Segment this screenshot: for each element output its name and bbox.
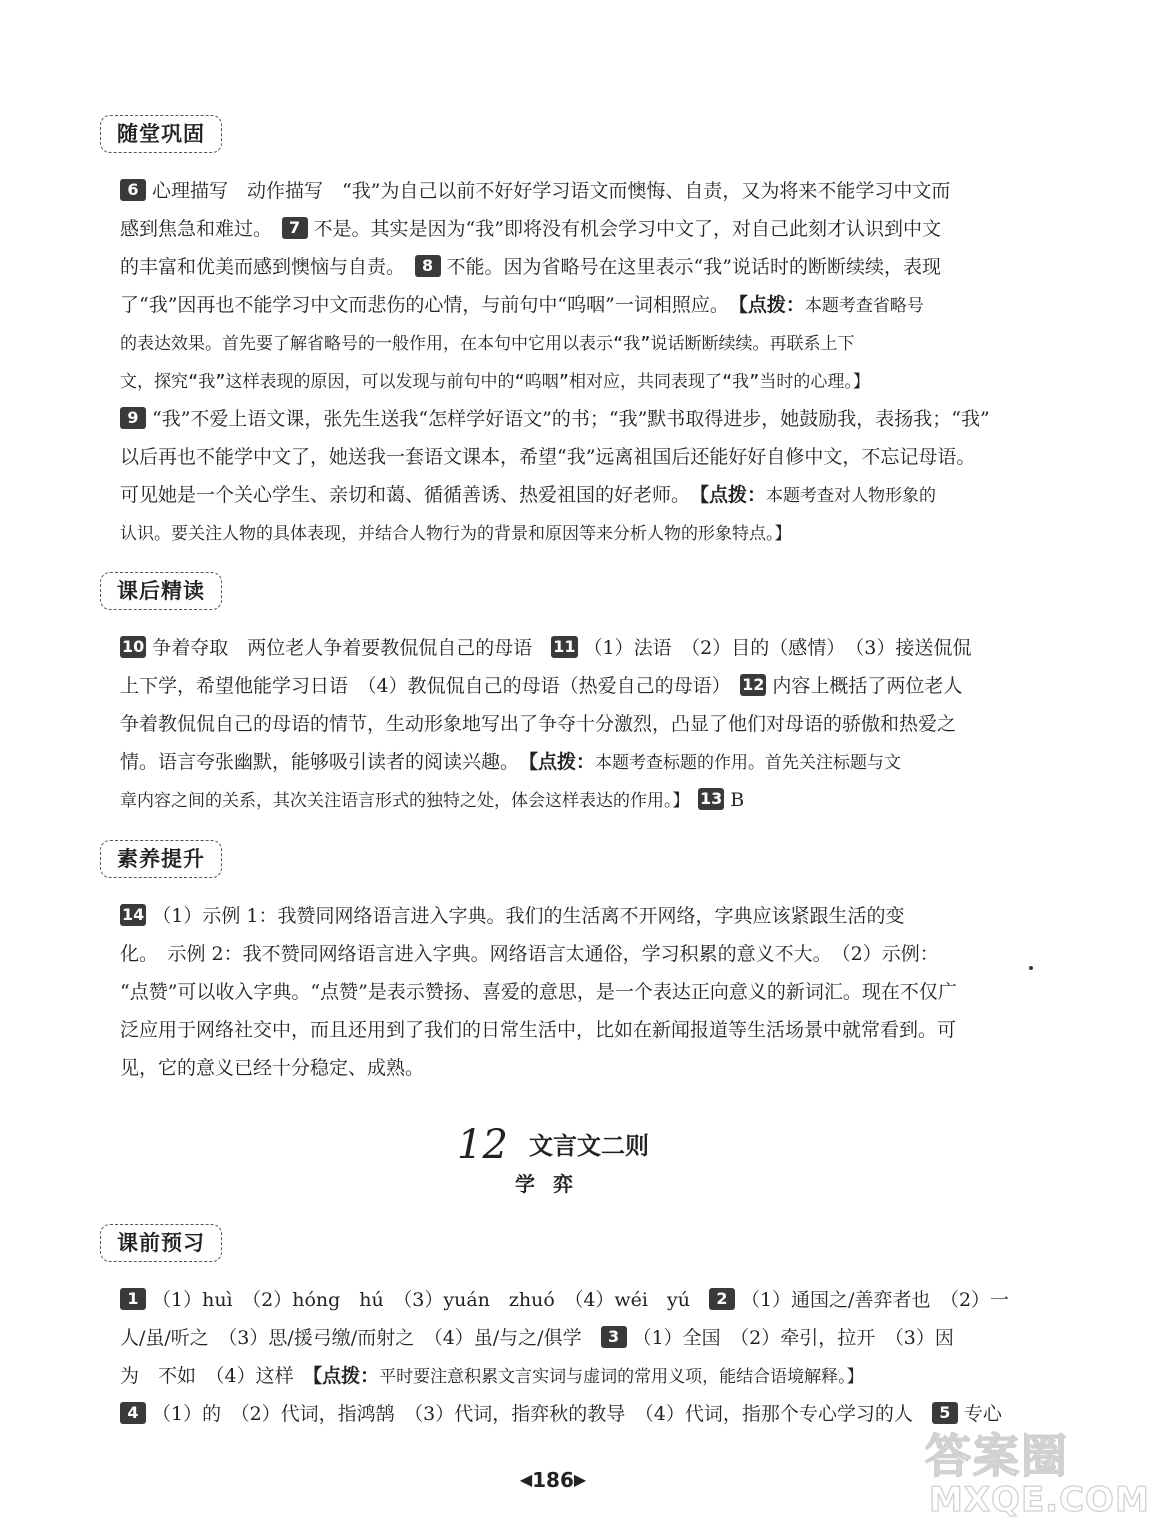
answer-block-close-reading: [120, 629, 1010, 819]
text-line: [120, 1357, 1010, 1395]
left-triangle-icon: ◀: [519, 1470, 533, 1489]
question-number-badge: 10: [122, 637, 145, 656]
lesson-number: 12: [457, 1122, 508, 1168]
hint-text: 章内容之间的关系，其次关注语言形式的独特之处，体会这样表达的作用。】: [120, 791, 698, 811]
answer-text: （1）法语 （2）目的（感情） （3）接送侃侃: [583, 637, 972, 659]
answer-text: 不是。其实是因为“我”即将没有机会学习中文了，对自己此刻才认识到中文: [313, 218, 941, 240]
text-line: [120, 1319, 1010, 1357]
lesson-subtitle: 学弈: [515, 1172, 591, 1196]
text-line: [120, 935, 1010, 973]
answer-text: 了“我”因再也不能学习中文而悲伤的心情，与前句中“呜咽”一词相照应。: [120, 294, 739, 316]
lesson-name: 文言文二则: [529, 1132, 649, 1160]
answer-text: （1）的 （2）代词，指鸿鹄 （3）代词，指弈秋的教导 （4）代词，指那个专心学习的人: [152, 1403, 932, 1425]
question-number-badge: 6: [120, 179, 146, 201]
answer-text: “我”不爱上语文课，张先生送我“怎样学好语文”的书；“我”默书取得进步，她鼓励我，表扬我；“我”: [152, 408, 990, 430]
text-line: [120, 973, 1010, 1011]
hint-label: 【点拨：: [528, 751, 596, 773]
text-line: [120, 1011, 1010, 1049]
stray-dot: [1029, 966, 1033, 970]
hint-text: 的表达效果。首先要了解省略号的一般作用，在本句中它用以表示“我”说话断断续续。再联系上下: [120, 334, 855, 354]
answer-text: （1）全国 （2）牵引，拉开 （3）因: [632, 1327, 954, 1349]
text-line: [120, 897, 1010, 935]
text-line: [120, 210, 1010, 248]
question-number-badge: 11: [553, 637, 576, 656]
hint-label: 【点拨：: [699, 484, 767, 506]
question-number-badge: 3: [601, 1326, 627, 1348]
text-line: [120, 514, 1010, 552]
question-number-badge: 4: [120, 1402, 146, 1424]
text-line: [120, 1049, 1010, 1087]
answer-text: 泛应用于网络社交中，而且还用到了我们的日常生活中，比如在新闻报道等生活场景中就常看到。可: [120, 1019, 957, 1041]
text-line: [120, 286, 1010, 324]
answer-text: （1）通国之/善弈者也 （2）一: [740, 1289, 1010, 1311]
answer-text: （1）示例 1：我赞同网络语言进入字典。我们的生活离不开网络，字典应该紧跟生活的变: [152, 905, 905, 927]
text-line: [120, 1281, 1010, 1319]
section-heading-preview: 课前预习: [100, 1224, 222, 1262]
section-heading-consolidation: 随堂巩固: [100, 115, 222, 153]
hint-label: 【点拨：: [312, 1365, 380, 1387]
text-line: [120, 743, 1010, 781]
text-line: [120, 476, 1010, 514]
answer-text: 见，它的意义已经十分稳定、成熟。: [120, 1057, 425, 1079]
text-line: [120, 1395, 1010, 1433]
question-number-badge: 1: [120, 1288, 146, 1310]
right-triangle-icon: ▶: [573, 1470, 587, 1489]
answer-text: 化。 示例 2：我不赞同网络语言进入字典。网络语言太通俗，学习积累的意义不大。 （2）示例：: [120, 943, 939, 965]
question-number-badge: 7: [282, 217, 308, 239]
hint-text: 本题考查标题的作用。首先关注标题与文: [595, 753, 902, 773]
answer-text: 为 不如 （4）这样: [120, 1365, 313, 1387]
answer-text: “点赞”可以收入字典。“点赞”是表示赞扬、喜爱的意思，是一个表达正向意义的新词汇。现在不仅广: [120, 981, 957, 1003]
hint-label: 【点拨：: [738, 294, 805, 316]
text-line: [120, 781, 1010, 819]
answer-text: 情。语言夸张幽默，能够吸引读者的阅读兴趣。: [120, 751, 529, 773]
answer-text: 争着教侃侃自己的母语的情节，生动形象地写出了争夺十分激烈，凸显了他们对母语的骄傲和热爱之: [120, 713, 957, 735]
text-line: [120, 438, 1010, 476]
answer-text: 可见她是一个关心学生、亲切和蔼、循循善诱、热爱祖国的好老师。: [120, 484, 700, 506]
text-line: [120, 172, 1010, 210]
text-line: [120, 362, 1010, 400]
question-number-badge: 2: [709, 1288, 735, 1310]
section-heading-literacy: 素养提升: [100, 840, 222, 878]
question-number-badge: 9: [120, 407, 146, 429]
text-line: [120, 248, 1010, 286]
hint-text: 平时要注意积累文言实词与虚词的常用义项，能结合语境解释。】: [379, 1367, 864, 1387]
answer-text: 的丰富和优美而感到懊恼与自责。: [120, 256, 415, 278]
answer-text: 人/虽/听之 （3）思/援弓缴/而射之 （4）虽/与之/俱学: [120, 1327, 601, 1349]
answer-text: 专心: [963, 1403, 1002, 1425]
watermark-url: MXQE.COM: [929, 1480, 1150, 1520]
answer-text: B: [730, 789, 745, 811]
answer-block-consolidation: [120, 172, 1010, 552]
answer-text: 内容上概括了两位老人: [772, 675, 963, 697]
hint-text: 认识。要关注人物的具体表现，并结合人物行为的背景和原因等来分析人物的形象特点。】: [120, 524, 792, 544]
hint-text: 本题考查省略号: [804, 296, 924, 316]
question-number-badge: 13: [700, 789, 723, 808]
question-number-badge: 5: [932, 1402, 958, 1424]
page-number-value: 186: [532, 1468, 574, 1492]
text-line: [120, 324, 1010, 362]
answer-text: 争着夺取 两位老人争着要教侃侃自己的母语: [152, 637, 552, 659]
answer-text: 上下学，希望他能学习日语 （4）教侃侃自己的母语（热爱自己的母语）: [120, 675, 741, 697]
answer-block-literacy: [120, 897, 1010, 1087]
answer-text: 不能。因为省略号在这里表示“我”说话时的断断续续，表现: [446, 256, 941, 278]
answer-block-preview: [120, 1281, 1010, 1433]
text-line: [120, 400, 1010, 438]
watermark-logo: [925, 1420, 1150, 1530]
section-heading-close-reading: 课后精读: [100, 572, 222, 610]
answer-text: 以后再也不能学中文了，她送我一套语文课本，希望“我”远离祖国后还能好好自修中文，不忘记母语。: [120, 446, 976, 468]
lesson-title: [0, 1122, 1106, 1168]
answer-text: 心理描写 动作描写 “我”为自己以前不好好学习语文而懊悔、自责，又为将来不能学习中文而: [152, 180, 951, 202]
watermark-chars: 答案圈: [925, 1429, 1069, 1483]
text-line: [120, 667, 1010, 705]
answer-text: 感到焦急和难过。: [120, 218, 282, 240]
question-number-badge: 14: [122, 905, 145, 924]
hint-text: 本题考查对人物形象的: [766, 486, 937, 506]
text-line: [120, 705, 1010, 743]
hint-text: 文，探究“我”这样表现的原因，可以发现与前句中的“呜咽”相对应，共同表现了“我”当时的心理。】: [120, 372, 870, 392]
question-number-badge: 8: [415, 255, 441, 277]
question-number-badge: 12: [742, 675, 765, 694]
answer-text: （1）huì （2）hóng hú （3）yuán zhuó （4）wéi yú: [152, 1289, 709, 1311]
text-line: [120, 629, 1010, 667]
